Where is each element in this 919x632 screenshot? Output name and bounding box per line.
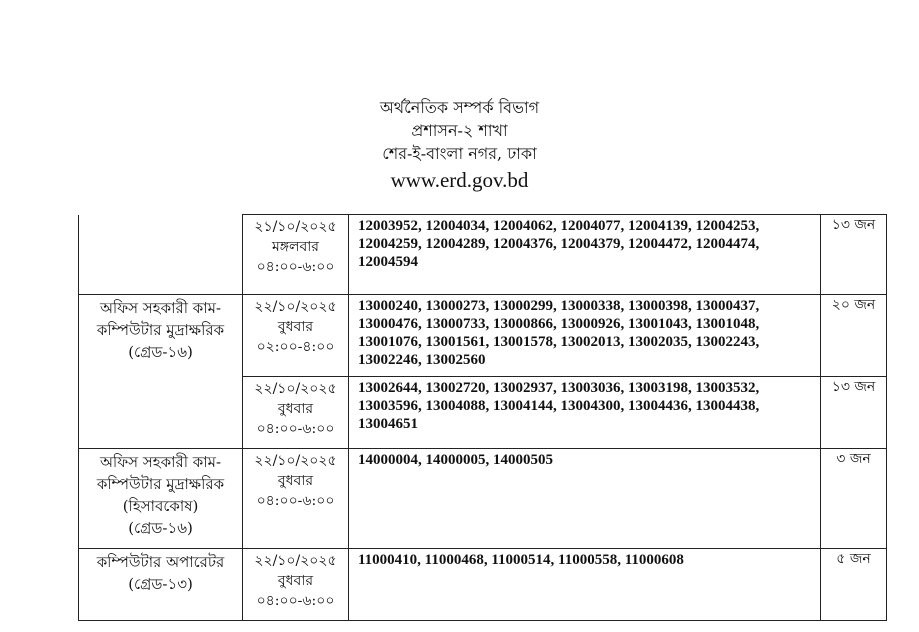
exam-day: বুধবার bbox=[277, 573, 314, 589]
exam-date: ২২/১০/২০২৫ bbox=[254, 553, 337, 569]
post-cell bbox=[79, 295, 243, 449]
document-header bbox=[0, 96, 919, 193]
table-row bbox=[79, 449, 887, 549]
exam-time: ০৪:০০-৬:০০ bbox=[256, 259, 335, 275]
post-grade: (গ্রেড-১৬) bbox=[128, 519, 193, 537]
candidate-count: ১৩ জন bbox=[821, 215, 887, 295]
post-grade: (গ্রেড-১৬) bbox=[128, 343, 193, 361]
post-title-line: অফিস সহকারী কাম- bbox=[99, 299, 222, 317]
post-cell bbox=[79, 215, 243, 295]
post-title-line: কম্পিউটার মুদ্রাক্ষরিক bbox=[96, 321, 225, 339]
roll-numbers: 14000004, 14000005, 14000505 bbox=[349, 449, 821, 549]
candidate-count: ৩ জন bbox=[821, 449, 887, 549]
schedule-cell bbox=[243, 449, 349, 549]
exam-time: ০৪:০০-৬:০০ bbox=[256, 421, 335, 437]
roll-numbers: 12003952, 12004034, 12004062, 12004077, 12004139, 12004253, 12004259, 12004289, 12004376, 12004379, 12004472, 12004474, 12004594 bbox=[349, 215, 821, 295]
post-title-line: কম্পিউটার মুদ্রাক্ষরিক bbox=[96, 475, 225, 493]
website-link[interactable]: www.erd.gov.bd bbox=[390, 168, 529, 192]
candidate-count: ১৩ জন bbox=[821, 377, 887, 449]
table-row bbox=[79, 295, 887, 377]
roll-numbers: 11000410, 11000468, 11000514, 11000558, 11000608 bbox=[349, 549, 821, 621]
exam-time: ০৪:০০-৬:০০ bbox=[256, 593, 335, 609]
post-title-line: (হিসাবকোষ) bbox=[122, 497, 199, 515]
table-row bbox=[79, 215, 887, 295]
post-cell bbox=[79, 549, 243, 621]
exam-schedule-table bbox=[78, 214, 887, 621]
roll-numbers: 13000240, 13000273, 13000299, 13000338, 13000398, 13000437, 13000476, 13000733, 13000866, 13000926, 13001043, 13001048, 13001076, 13001561, 13001578, 13002013, 13002035, 13002243, 13002246, 13002560 bbox=[349, 295, 821, 377]
exam-day: বুধবার bbox=[277, 319, 314, 335]
candidate-count: ২০ জন bbox=[821, 295, 887, 377]
exam-date: ২২/১০/২০২৫ bbox=[254, 299, 337, 315]
candidate-count: ৫ জন bbox=[821, 549, 887, 621]
exam-date: ২২/১০/২০২৫ bbox=[254, 381, 337, 397]
schedule-cell bbox=[243, 377, 349, 449]
exam-day: মঙ্গলবার bbox=[271, 239, 320, 255]
table-row bbox=[79, 549, 887, 621]
branch-name: প্রশাসন-২ শাখা bbox=[411, 121, 508, 140]
exam-time: ০৪:০০-৬:০০ bbox=[256, 493, 335, 509]
schedule-cell bbox=[243, 215, 349, 295]
roll-numbers: 13002644, 13002720, 13002937, 13003036, 13003198, 13003532, 13003596, 13004088, 13004144, 13004300, 13004436, 13004438, 13004651 bbox=[349, 377, 821, 449]
schedule-cell bbox=[243, 295, 349, 377]
post-cell bbox=[79, 449, 243, 549]
exam-date: ২২/১০/২০২৫ bbox=[254, 453, 337, 469]
post-grade: (গ্রেড-১৩) bbox=[128, 575, 193, 593]
exam-day: বুধবার bbox=[277, 401, 314, 417]
post-title-line: অফিস সহকারী কাম- bbox=[99, 453, 222, 471]
exam-day: বুধবার bbox=[277, 473, 314, 489]
exam-date: ২১/১০/২০২৫ bbox=[254, 219, 337, 235]
exam-time: ০২:০০-৪:০০ bbox=[256, 339, 335, 355]
schedule-cell bbox=[243, 549, 349, 621]
post-title-line: কম্পিউটার অপারেটর bbox=[96, 553, 225, 571]
division-name: অর্থনৈতিক সম্পর্ক বিভাগ bbox=[379, 98, 540, 117]
office-address: শের-ই-বাংলা নগর, ঢাকা bbox=[382, 144, 537, 163]
